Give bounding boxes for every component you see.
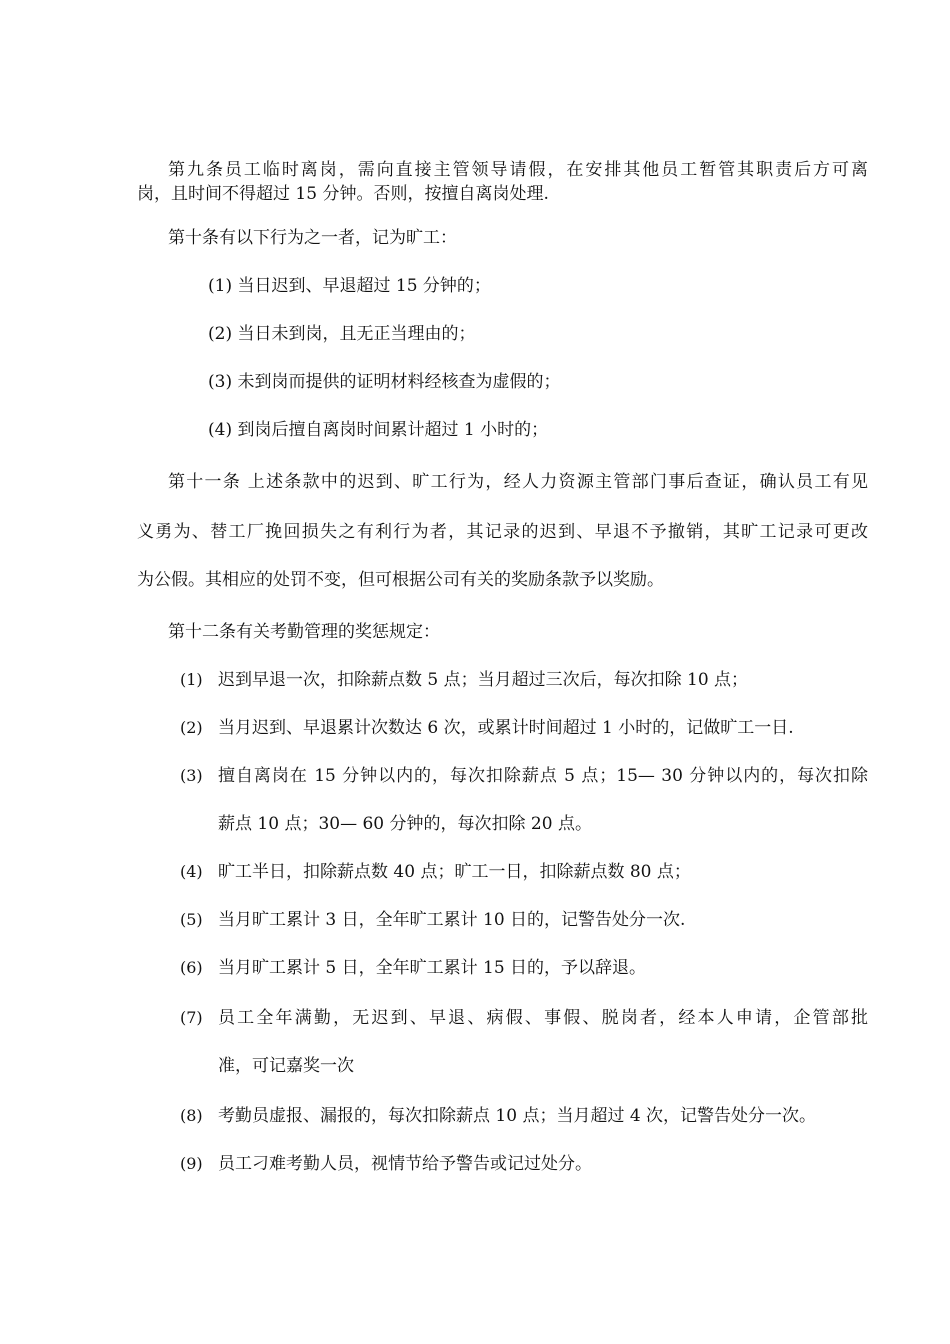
article-12-item-text: 擅自离岗在 15 分钟以内的，每次扣除薪点 5 点；15— 30 分钟以内的，每次扣除 <box>218 766 868 786</box>
article-12-item-text: 当月旷工累计 3 日，全年旷工累计 10 日的，记警告处分一次. <box>218 910 686 930</box>
article-12-item-number: (2) <box>180 718 203 737</box>
article-12-item-number: (5) <box>180 910 203 929</box>
article-12-item-number: (3) <box>180 766 203 785</box>
article-12-item-number: (7) <box>180 1008 203 1027</box>
article-12-item-text: 考勤员虚报、漏报的，每次扣除薪点 10 点；当月超过 4 次，记警告处分一次。 <box>218 1106 817 1126</box>
article-12-item-text: 员工刁难考勤人员，视情节给予警告或记过处分。 <box>218 1154 592 1174</box>
article-10-item: (3) 未到岗而提供的证明材料经核查为虚假的； <box>208 372 561 392</box>
article-11-line-1: 第十一条 上述条款中的迟到、旷工行为，经人力资源主管部门事后查证，确认员工有见 <box>168 472 868 492</box>
article-12-item-text: 员工全年满勤，无迟到、早退、病假、事假、脱岗者，经本人申请，企管部批 <box>218 1008 868 1028</box>
article-12-item-number: (9) <box>180 1154 203 1173</box>
article-12-item-continuation: 薪点 10 点；30— 60 分钟的，每次扣除 20 点。 <box>218 814 592 834</box>
article-11-line-2: 义勇为、替工厂挽回损失之有利行为者，其记录的迟到、早退不予撤销，其旷工记录可更改 <box>137 522 868 542</box>
article-12-item-text: 旷工半日，扣除薪点数 40 点；旷工一日，扣除薪点数 80 点； <box>218 862 691 882</box>
article-12-item-text: 当月旷工累计 5 日，全年旷工累计 15 日的，予以辞退。 <box>218 958 647 978</box>
article-12-item-number: (4) <box>180 862 203 881</box>
article-12-item-number: (6) <box>180 958 203 977</box>
article-10-item: (2) 当日未到岗，且无正当理由的； <box>208 324 476 344</box>
article-11-line-3: 为公假。其相应的处罚不变，但可根据公司有关的奖励条款予以奖励。 <box>137 570 664 590</box>
article-10-heading: 第十条有以下行为之一者，记为旷工： <box>168 228 457 248</box>
article-12-item-continuation: 准，可记嘉奖一次 <box>218 1056 354 1076</box>
article-10-item: (1) 当日迟到、早退超过 15 分钟的； <box>208 276 491 296</box>
article-12-heading: 第十二条有关考勤管理的奖惩规定： <box>168 622 440 642</box>
article-12-item-number: (1) <box>180 670 203 689</box>
article-12-item-text: 迟到早退一次，扣除薪点数 5 点；当月超过三次后，每次扣除 10 点； <box>218 670 749 690</box>
article-9-line-2: 岗，且时间不得超过 15 分钟。否则，按擅自离岗处理. <box>137 184 549 204</box>
article-12-item-text: 当月迟到、早退累计次数达 6 次，或累计时间超过 1 小时的，记做旷工一日. <box>218 718 794 738</box>
article-12-item-number: (8) <box>180 1106 203 1125</box>
article-9-line-1: 第九条员工临时离岗，需向直接主管领导请假，在安排其他员工暂管其职责后方可离 <box>168 160 868 180</box>
article-10-item: (4) 到岗后擅自离岗时间累计超过 1 小时的； <box>208 420 549 440</box>
